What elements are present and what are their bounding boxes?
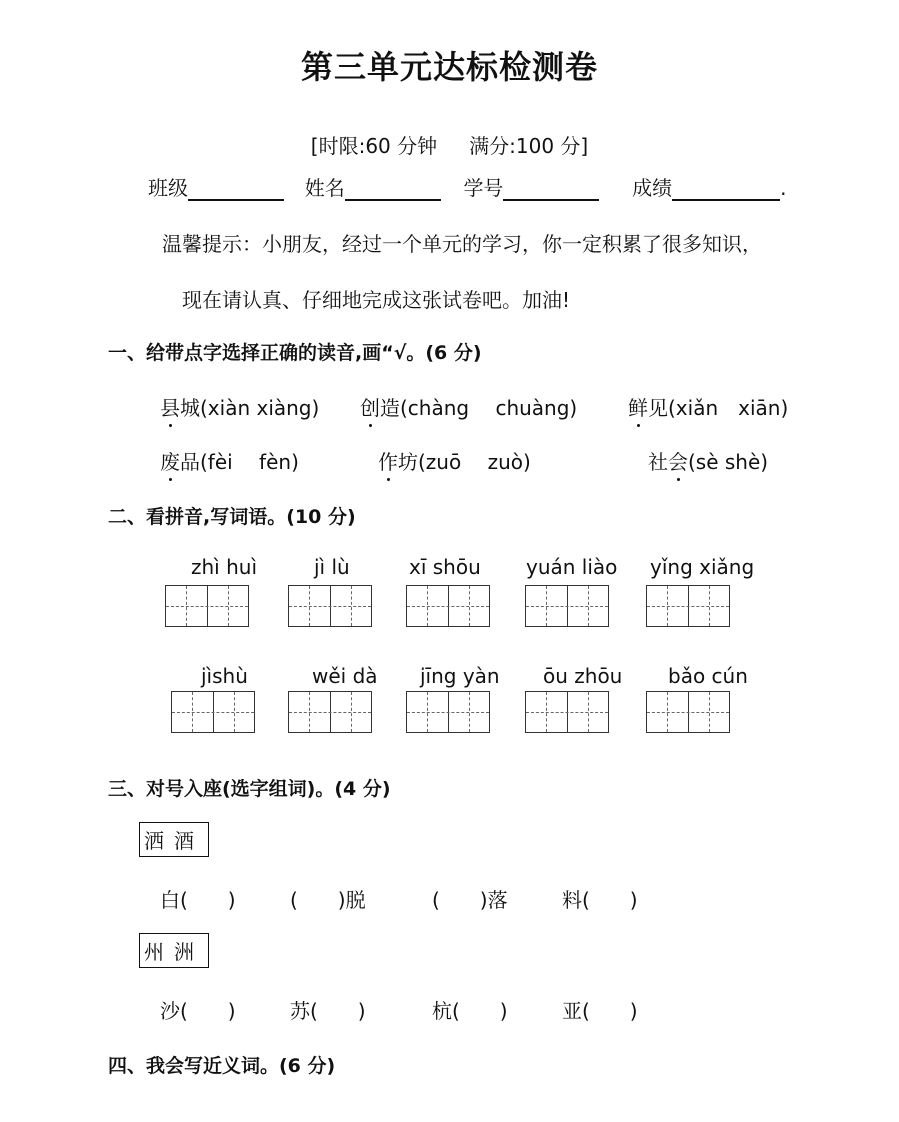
q1-item bbox=[628, 392, 788, 421]
page-title: 第三单元达标检测卷 bbox=[300, 48, 598, 86]
dotted-char: 鲜 bbox=[628, 396, 648, 420]
pinyin-label: jì lù bbox=[314, 555, 350, 579]
dotted-char: 创 bbox=[360, 396, 380, 420]
dotted-char: 县 bbox=[160, 396, 180, 420]
fill-blank-item[interactable]: 亚( ) bbox=[562, 999, 638, 1023]
char-choice-box: 州洲 bbox=[139, 933, 209, 968]
q1-item bbox=[360, 392, 577, 421]
name-blank[interactable] bbox=[345, 175, 441, 201]
pinyin-label: zhì huì bbox=[191, 555, 257, 579]
writing-grid[interactable] bbox=[646, 585, 730, 627]
time-score-limits bbox=[0, 130, 899, 159]
dotted-char: 废 bbox=[160, 450, 180, 474]
q1-item-text: (sè shè) bbox=[688, 450, 769, 474]
fill-blank-item[interactable]: 杭( ) bbox=[432, 999, 508, 1023]
q1-item bbox=[160, 446, 299, 475]
pinyin-label: yuán liào bbox=[526, 555, 618, 579]
pinyin-label: wěi dà bbox=[312, 664, 378, 688]
writing-grid[interactable] bbox=[646, 691, 730, 733]
writing-grid[interactable] bbox=[525, 585, 609, 627]
section-4-heading: 四、我会写近义词。(6 分) bbox=[108, 1055, 336, 1077]
writing-grid[interactable] bbox=[406, 691, 490, 733]
tip-line-1: 温馨提示：小朋友，经过一个单元的学习，你一定积累了很多知识， bbox=[162, 232, 762, 256]
section-2-heading: 二、看拼音,写词语。(10 分) bbox=[108, 506, 356, 528]
writing-grid[interactable] bbox=[171, 691, 255, 733]
grade-label: 成绩 bbox=[632, 176, 673, 200]
pinyin-label: bǎo cún bbox=[668, 664, 748, 688]
q1-item-text: 城(xiàn xiàng) bbox=[180, 396, 320, 420]
fill-blank-item[interactable]: 料( ) bbox=[562, 888, 638, 912]
student-info-row bbox=[148, 172, 787, 201]
tip-line-2: 现在请认真、仔细地完成这张试卷吧。加油! bbox=[182, 288, 571, 312]
fill-blank-item[interactable]: 沙( ) bbox=[160, 999, 236, 1023]
fill-blank-item[interactable]: 白( ) bbox=[160, 888, 236, 912]
grade-blank[interactable] bbox=[672, 175, 780, 201]
fill-blank-item[interactable]: ( )脱 bbox=[290, 888, 366, 912]
q1-item bbox=[378, 446, 531, 475]
dotted-char: 作 bbox=[378, 450, 398, 474]
fill-blank-item[interactable]: ( )落 bbox=[432, 888, 508, 912]
writing-grid[interactable] bbox=[165, 585, 249, 627]
q1-item-text: 见(xiǎn xiān) bbox=[648, 396, 789, 420]
student-id-blank[interactable] bbox=[503, 175, 599, 201]
dotted-char: 会 bbox=[668, 450, 688, 474]
fill-blank-item[interactable]: 苏( ) bbox=[290, 999, 366, 1023]
q1-item-text: 坊(zuō zuò) bbox=[398, 450, 531, 474]
q1-item-text: 品(fèi fèn) bbox=[180, 450, 299, 474]
pinyin-label: jīng yàn bbox=[420, 664, 500, 688]
pinyin-label: xī shōu bbox=[409, 555, 481, 579]
name-label: 姓名 bbox=[304, 176, 345, 200]
pinyin-label: jìshù bbox=[201, 664, 248, 688]
info-end-mark: . bbox=[780, 176, 787, 200]
time-limit: [时限:60 分钟 bbox=[310, 134, 438, 158]
writing-grid[interactable] bbox=[288, 585, 372, 627]
section-1-heading: 一、给带点字选择正确的读音,画“√。(6 分) bbox=[108, 342, 482, 364]
q1-item-text: 造(chàng chuàng) bbox=[380, 396, 578, 420]
section-3-heading: 三、对号入座(选字组词)。(4 分) bbox=[108, 778, 391, 800]
char-choice-box: 洒酒 bbox=[139, 822, 209, 857]
writing-grid[interactable] bbox=[406, 585, 490, 627]
pinyin-label: ōu zhōu bbox=[543, 664, 623, 688]
pinyin-label: yǐng xiǎng bbox=[650, 555, 755, 579]
q1-item bbox=[648, 446, 768, 475]
q1-item bbox=[160, 392, 319, 421]
writing-grid[interactable] bbox=[288, 691, 372, 733]
class-label: 班级 bbox=[148, 176, 188, 200]
full-score: 满分:100 分] bbox=[469, 134, 589, 158]
writing-grid[interactable] bbox=[525, 691, 609, 733]
q1-item-prefix: 社 bbox=[648, 450, 668, 474]
class-blank[interactable] bbox=[188, 175, 284, 201]
student-id-label: 学号 bbox=[463, 176, 504, 200]
